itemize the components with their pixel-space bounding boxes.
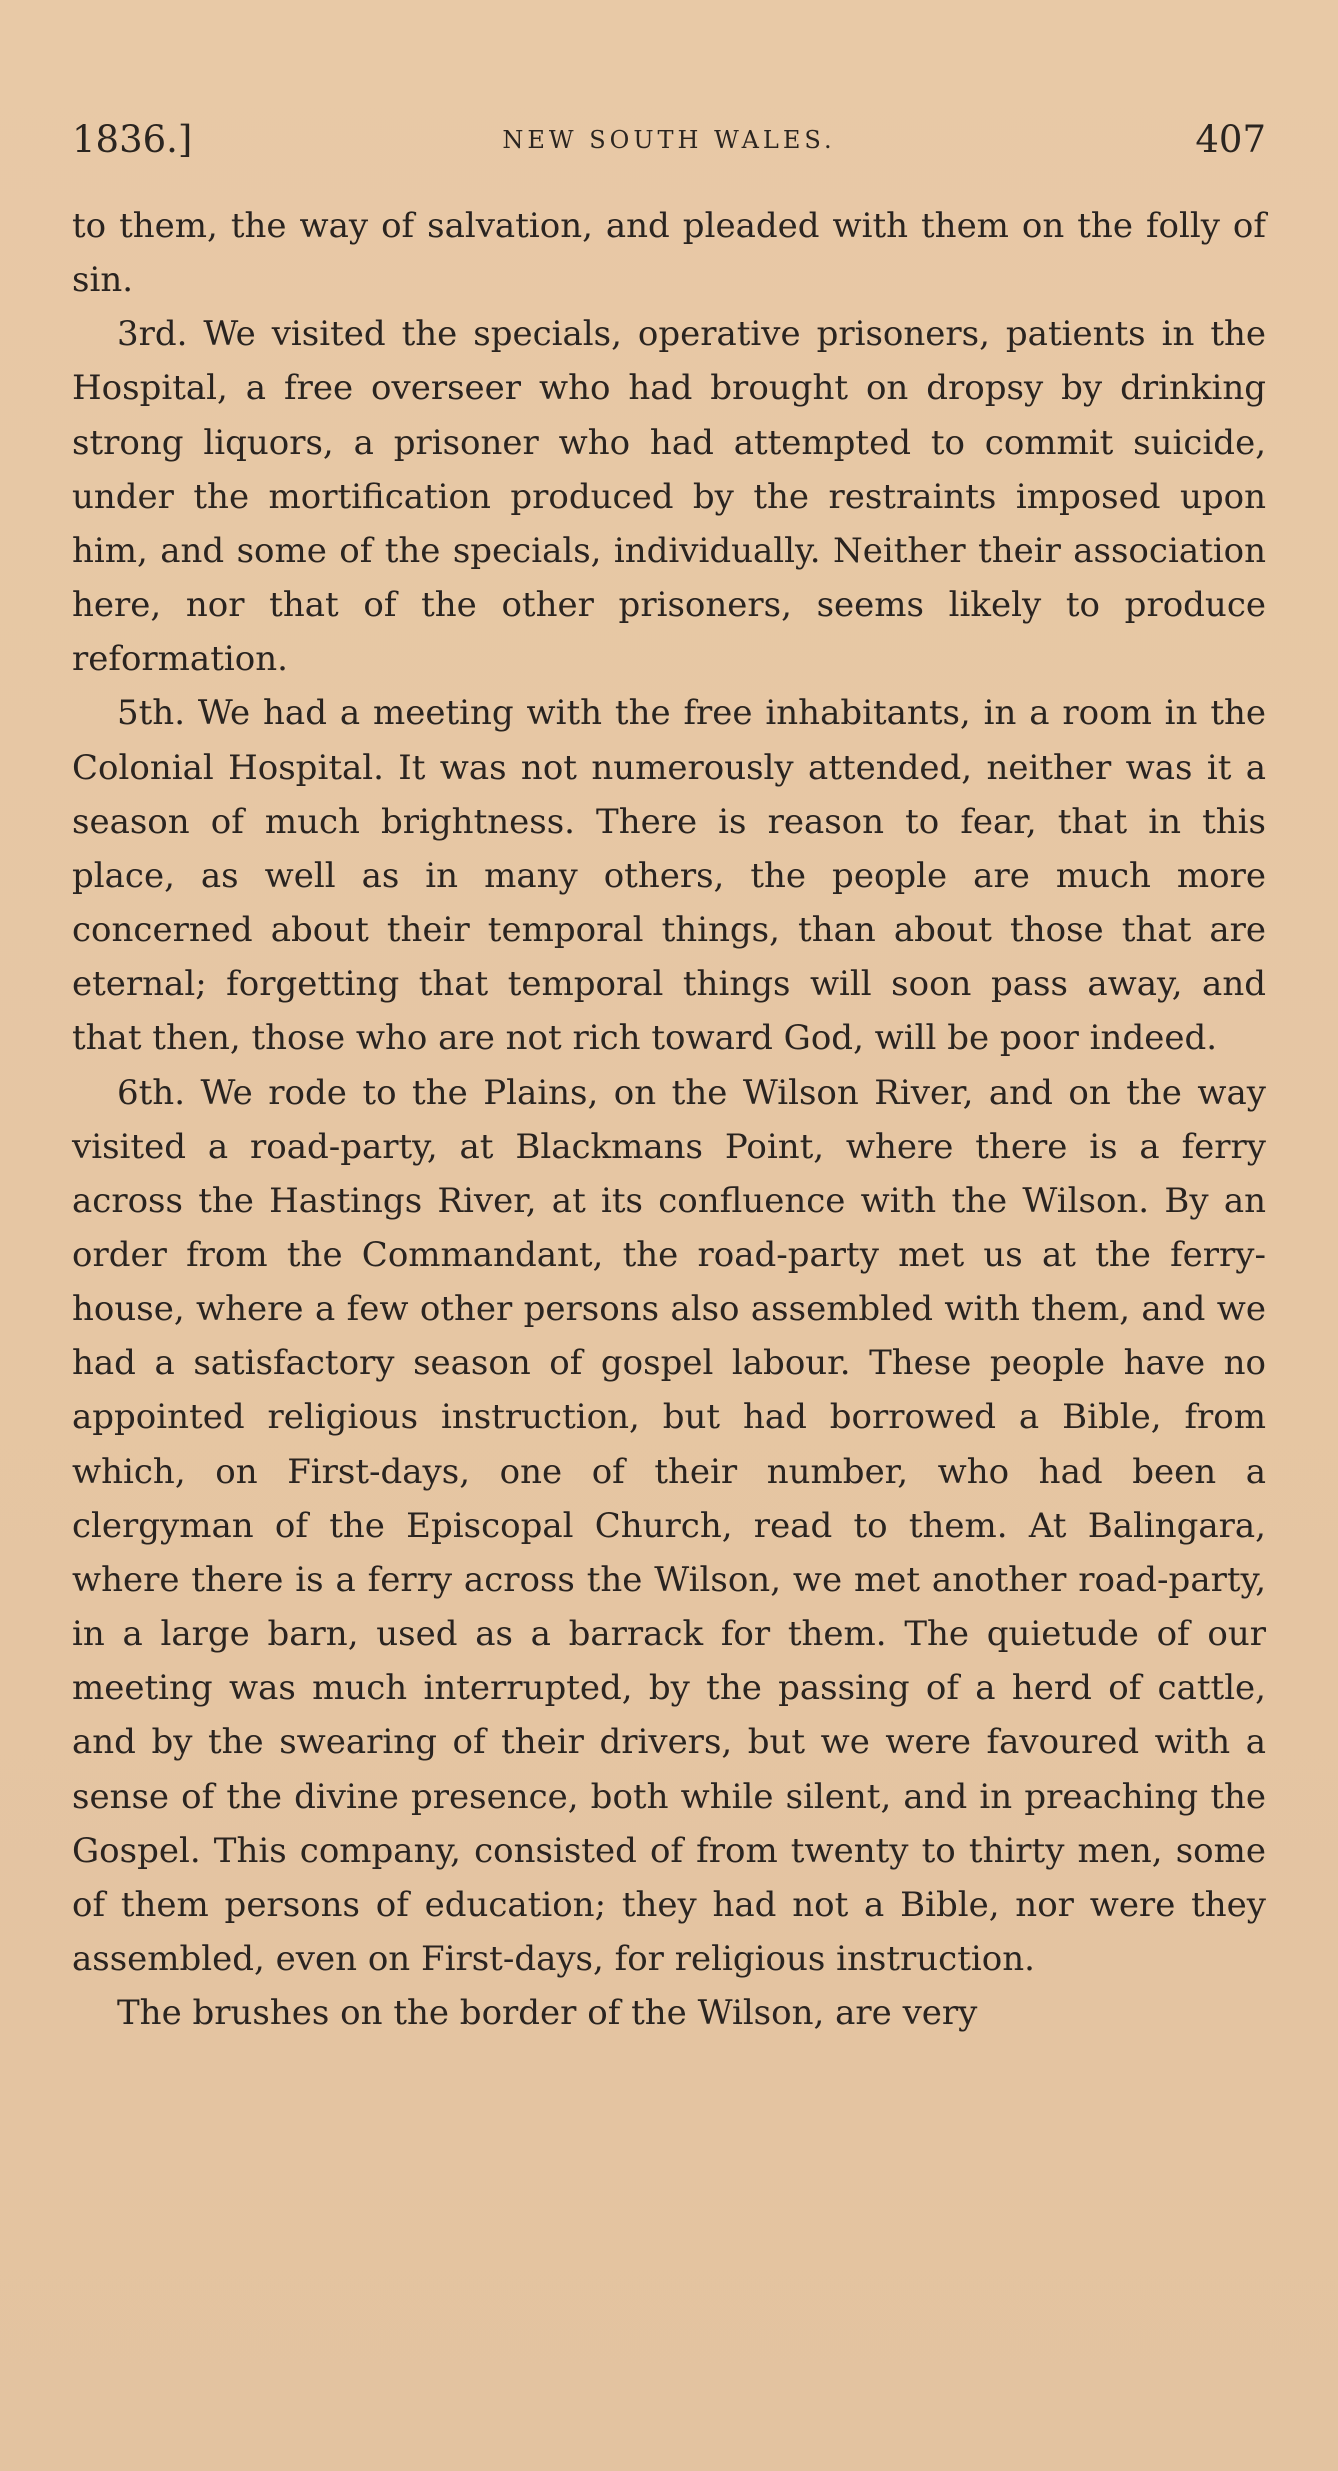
paragraph-continuation: to them, the way of salvation, and pleaded with them on the folly of sin. xyxy=(72,206,1266,301)
header-year: 1836.] xyxy=(72,118,193,161)
paragraph-3rd: 3rd. We visited the specials, operative prisoners, patients in the Hospital, a free overseer who had brought on dropsy by drinking strong liquors, a prisoner who had attempted to commit suicide, under the mortification produced by the restraints imposed upon him, and some of the specials, individually. Neither their association here, nor that of the other prisoners, seems likely to produce reformation. xyxy=(72,314,1266,680)
paragraph-brushes: The brushes on the border of the Wilson, are very xyxy=(117,1993,978,2034)
header-page-number: 407 xyxy=(1195,118,1266,161)
paragraph-5th: 5th. We had a meeting with the free inhabitants, in a room in the Colonial Hospital. It was not numerously attended, neither was it a season of much brightness. There is reason to fear, that in this place, as well as in many others, the people are much more concerned about their temporal things, than about those that are eternal; forgetting that temporal things will soon pass away, and that then, those who are not rich toward God, will be poor indeed. xyxy=(72,693,1266,1059)
page-body xyxy=(72,199,1266,2040)
header-running-title: NEW SOUTH WALES. xyxy=(502,126,836,154)
running-header xyxy=(72,118,1266,168)
paragraph-6th: 6th. We rode to the Plains, on the Wilson River, and on the way visited a road-party, at Blackmans Point, where there is a ferry across the Hastings River, at its confluence with the Wilson. By an order from the Commandant, the road-party met us at the ferry-house, where a few other persons also assembled with them, and we had a satisfactory season of gospel labour. These people have no appointed religious instruction, but had borrowed a Bible, from which, on First-days, one of their number, who had been a clergyman of the Episcopal Church, read to them. At Balingara, where there is a ferry across the Wilson, we met another road-party, in a large barn, used as a barrack for them. The quietude of our meeting was much interrupted, by the passing of a herd of cattle, and by the swearing of their drivers, but we were favoured with a sense of the divine presence, both while silent, and in preaching the Gospel. This company, consisted of from twenty to thirty men, some of them persons of education; they had not a Bible, nor were they assembled, even on First-days, for religious instruction. xyxy=(72,1072,1266,1979)
